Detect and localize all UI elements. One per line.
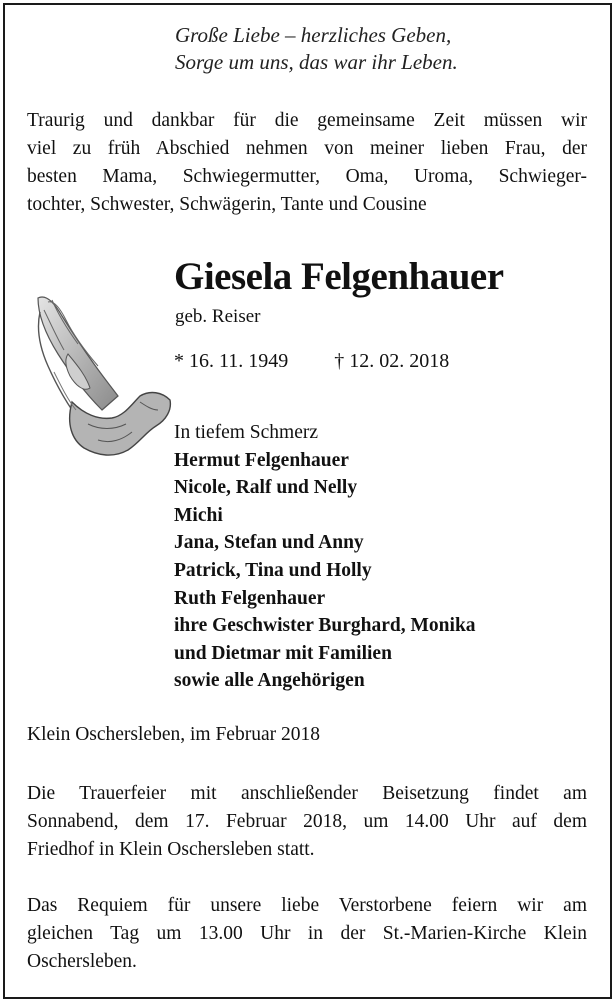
memorial-quote: [175, 22, 458, 76]
requiem-line: Oschersleben.: [27, 951, 137, 972]
funeral-paragraph: [27, 780, 587, 864]
requiem-paragraph: [27, 892, 587, 976]
funeral-line: Friedhof in Klein Oschersleben statt.: [27, 839, 315, 860]
funeral-line: Sonnabend, dem 17. Februar 2018, um 14.00 Uhr auf dem: [27, 811, 587, 832]
mourner-name: Michi: [174, 504, 223, 526]
deceased-name: Giesela Felgenhauer: [174, 255, 504, 298]
requiem-line: Das Requiem für unsere liebe Verstorbene feiern wir am: [27, 895, 587, 916]
mourner-name: Ruth Felgenhauer: [174, 587, 326, 609]
intro-line: viel zu früh Abschied nehmen von meiner lieben Frau, der: [27, 138, 587, 159]
place-and-date: Klein Oschersleben, im Februar 2018: [27, 724, 320, 745]
intro-paragraph: [27, 107, 587, 219]
birth-date: * 16. 11. 1949: [174, 350, 289, 372]
maiden-name: geb. Reiser: [175, 306, 261, 327]
mourner-name: Patrick, Tina und Holly: [174, 559, 372, 581]
mourners-intro: In tiefem Schmerz: [174, 422, 319, 443]
mourner-name: und Dietmar mit Familien: [174, 642, 392, 664]
mourner-name: Nicole, Ralf und Nelly: [174, 477, 358, 499]
intro-line: tochter, Schwester, Schwägerin, Tante und Cousine: [27, 194, 427, 215]
funeral-line: Die Trauerfeier mit anschließender Beisetzung findet am: [27, 783, 587, 804]
quote-line-2: Sorge um uns, das war ihr Leben.: [175, 50, 458, 74]
intro-line: besten Mama, Schwiegermutter, Oma, Uroma, Schwieger-: [27, 166, 587, 187]
mourner-name: Jana, Stefan und Anny: [174, 532, 364, 554]
requiem-line: gleichen Tag um 13.00 Uhr in der St.-Marien-Kirche Klein: [27, 923, 587, 944]
mourner-name: ihre Geschwister Burghard, Monika: [174, 615, 476, 637]
death-date: † 12. 02. 2018: [334, 350, 450, 372]
quote-line-1: Große Liebe – herzliches Geben,: [175, 23, 452, 47]
mourners-list: [174, 419, 476, 695]
praying-hands-icon: [28, 292, 174, 464]
mourner-name: sowie alle Angehörigen: [174, 670, 365, 692]
life-dates: [174, 350, 449, 373]
intro-line: Traurig und dankbar für die gemeinsame Zeit müssen wir: [27, 110, 587, 131]
mourner-name: Hermut Felgenhauer: [174, 449, 349, 471]
